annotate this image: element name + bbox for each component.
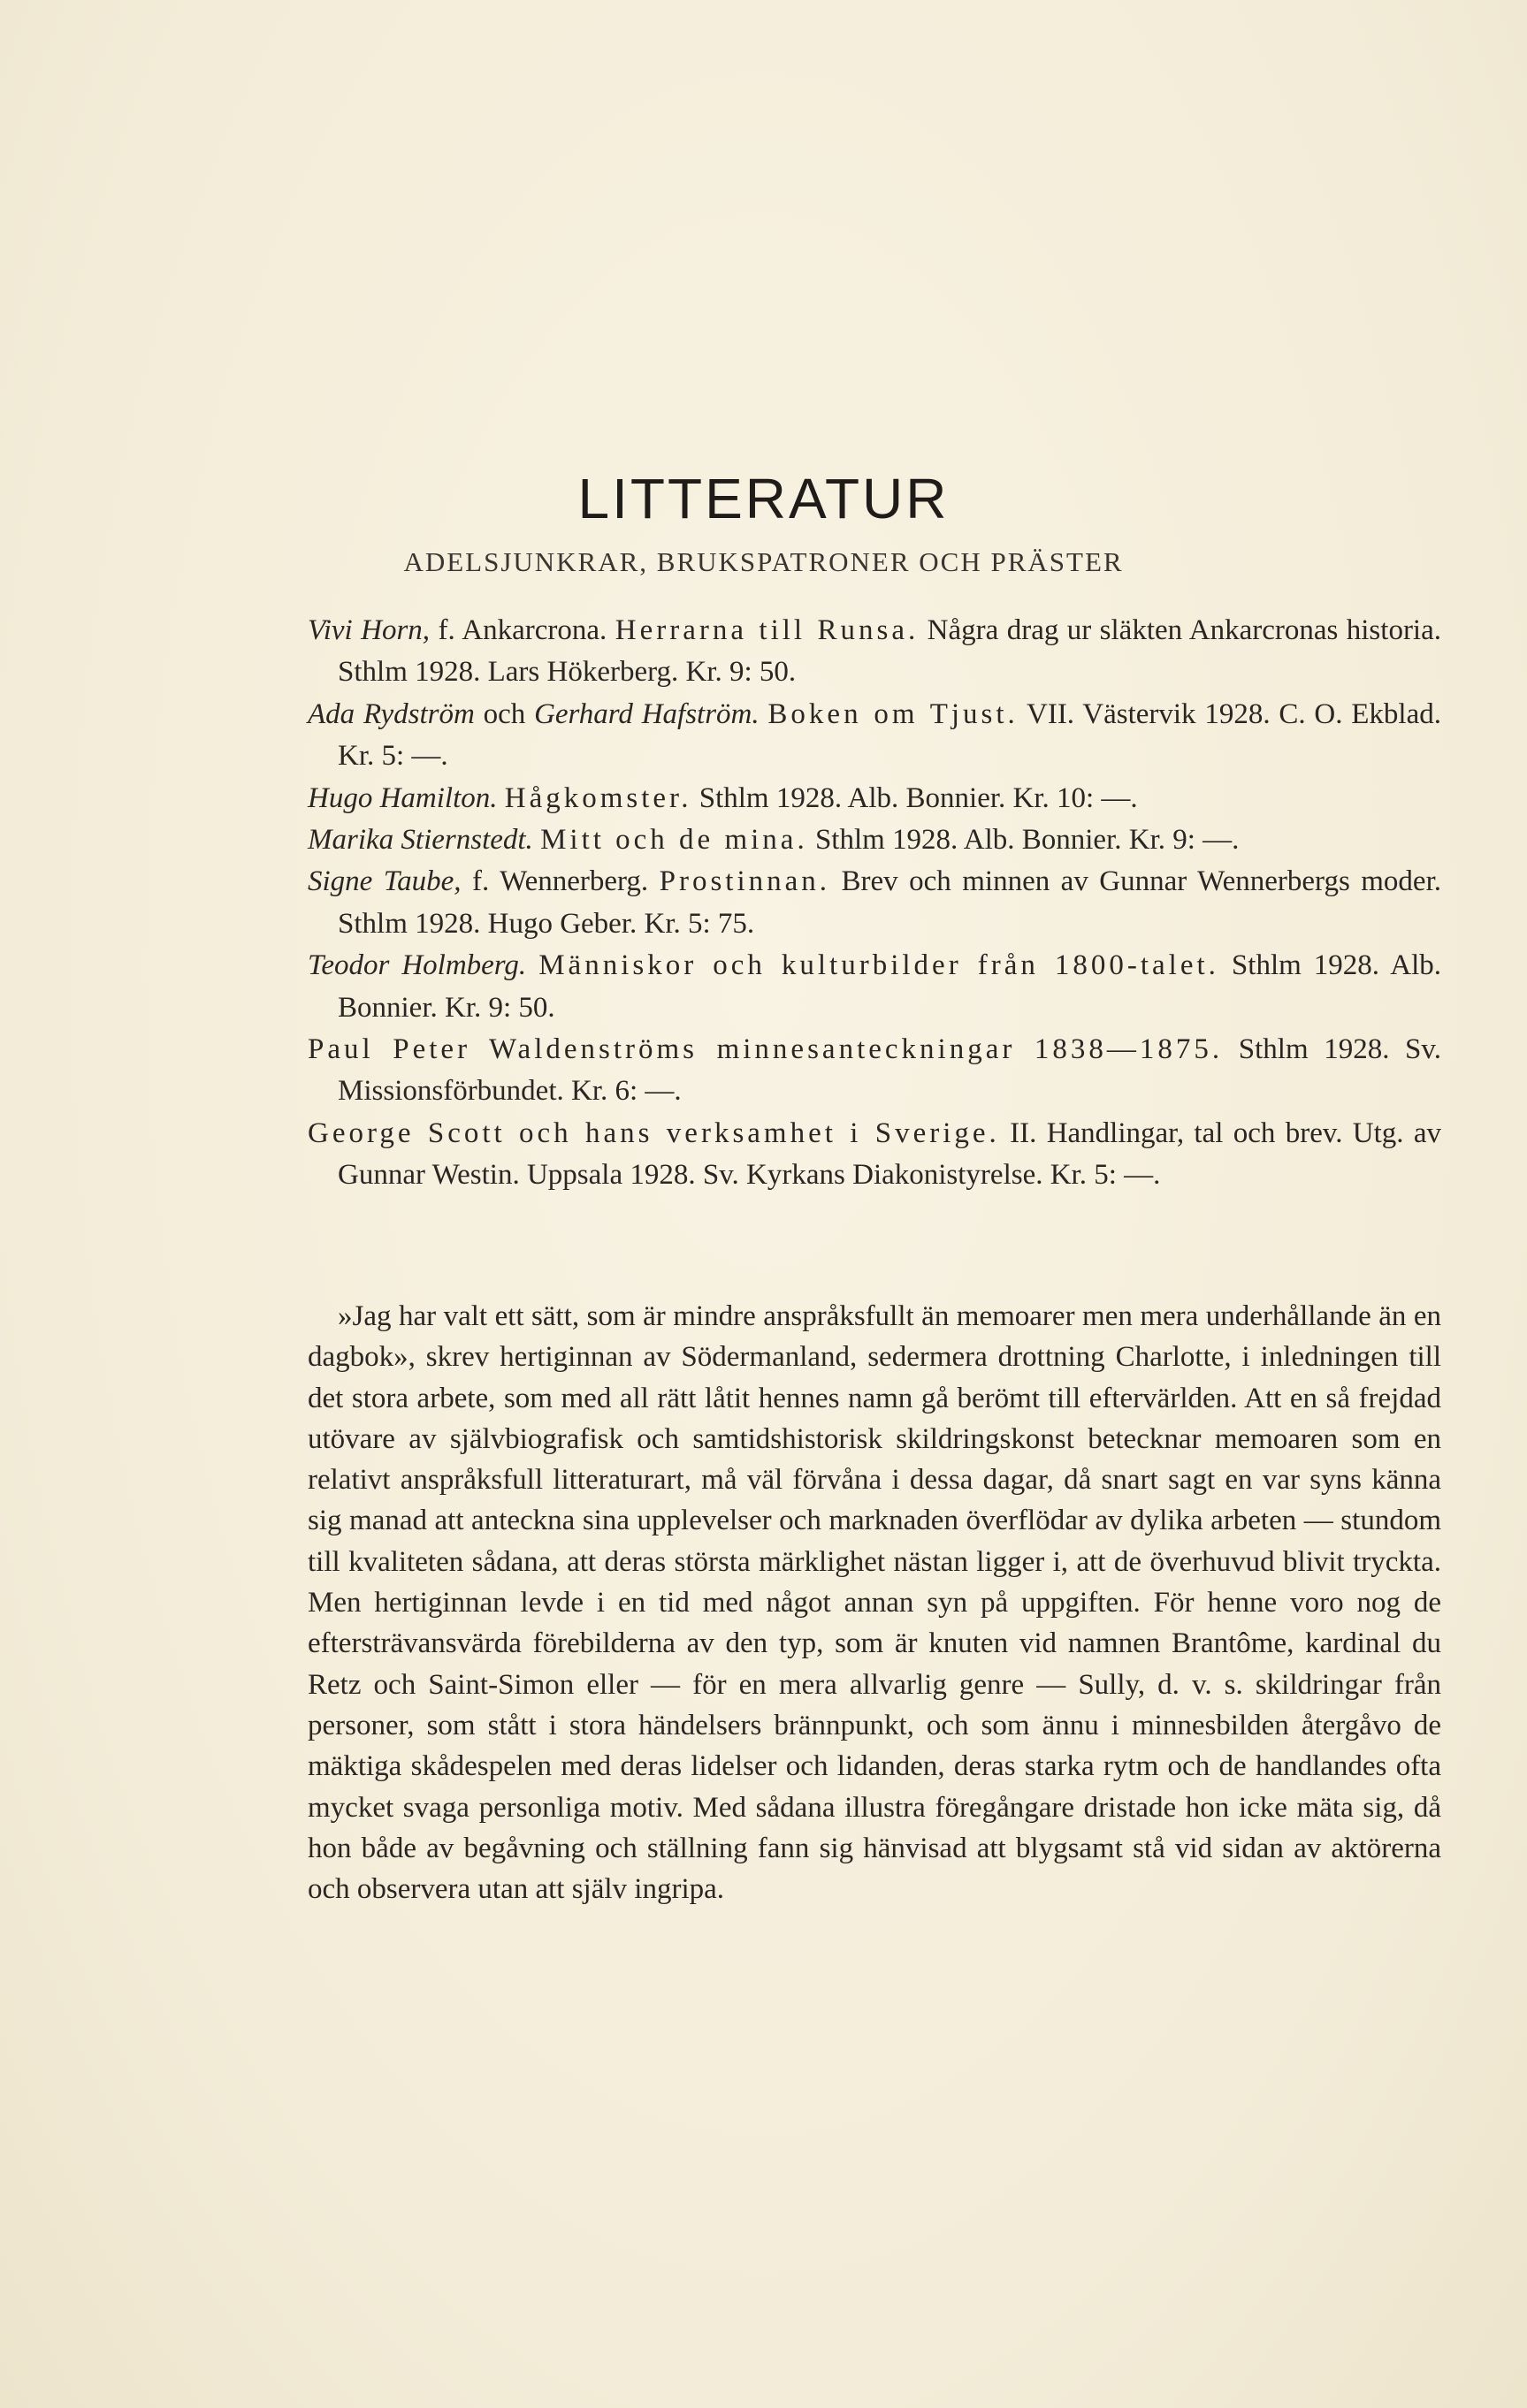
- bibliography-entry: [308, 778, 1441, 819]
- entry-author: Vivi Horn,: [308, 614, 431, 646]
- body-paragraph: »Jag har valt ett sätt, som är mindre anspråksfullt än memoarer men mera underhållande än en dagbok», skrev hertiginnan av Södermanland, sedermera drottning Charlotte, i inledningen till det stora arbete, som med all rätt låtit hennes namn gå berömt till eftervärlden. Att en så frejdad utövare av självbiografisk och samtidshistorisk skildringskonst betecknar memoaren som en relativt anspråksfull litteraturart, må väl förvåna i dessa dagar, då snart sagt en var syns känna sig manad att anteckna sina upplevelser och marknaden överflödar av dylika arbeten — stundom till kvaliteten sådana, att deras största märklighet nästan ligger i, att de överhuvud blivit tryckta. Men hertiginnan levde i en tid med något annan syn på uppgiften. För henne voro nog de eftersträvansvärda förebilderna av den typ, som är knuten vid namnen Brantôme, kardinal du Retz och Saint-Simon eller — för en mera allvarlig genre — Sully, d. v. s. skildringar från personer, som stått i stora händelsers brännpunkt, och som ännu i minnesbilden återgåvo de mäktiga skådespelen med deras lidelser och lidanden, deras starka rytm och de handlandes ofta mycket svaga personliga motiv. Med sådana illustra föregångare dristade hon icke mäta sig, då hon både av begåvning och ställning fann sig hänvisad att blygsamt stå vid sidan av aktörerna och observera utan att själv ingripa.: [308, 1300, 1441, 1906]
- entry-author: Hugo Hamilton.: [308, 781, 498, 814]
- entry-title: Paul Peter Waldenströms minnesanteckningar 1838—1875.: [308, 1033, 1224, 1066]
- entry-details: VII. Västervik 1928. C. O. Ekblad. Kr. 5: —.: [338, 697, 1441, 773]
- entry-title: Herrarna till Runsa.: [615, 614, 920, 646]
- entry-title: Hågkomster.: [504, 781, 692, 814]
- bibliography-entry: [308, 694, 1441, 778]
- bibliography-entry: [308, 610, 1441, 694]
- entry-author: Ada Rydström: [308, 697, 475, 730]
- entry-author-2: Gerhard Hafström.: [534, 697, 760, 730]
- bibliography-entry: [308, 1113, 1441, 1197]
- bibliography-entry: [308, 945, 1441, 1029]
- entry-details: Sthlm 1928. Alb. Bonnier. Kr. 10: —.: [691, 781, 1138, 814]
- entry-title: Prostinnan.: [659, 865, 831, 898]
- entry-note: f. Ankarcrona.: [430, 614, 607, 646]
- entry-author: Signe Taube,: [308, 865, 462, 898]
- entry-details: Sthlm 1928. Alb. Bonnier. Kr. 9: —.: [807, 824, 1240, 857]
- section-heading: ADELSJUNKRAR, BRUKSPATRONER OCH PRÄSTER: [403, 546, 1124, 577]
- bibliography-entry: [308, 819, 1441, 861]
- bibliography-list: [308, 610, 1441, 1197]
- entry-title: Människor och kulturbilder från 1800-talet.: [538, 949, 1219, 982]
- entry-details: Sthlm 1928. Sv. Missionsförbundet. Kr. 6: —.: [338, 1033, 1441, 1108]
- entry-title: Boken om Tjust.: [767, 697, 1019, 730]
- entry-details: Sthlm 1928. Alb. Bonnier. Kr. 9: 50.: [338, 949, 1442, 1024]
- entry-title: George Scott och hans verksamhet i Sverige.: [308, 1116, 1000, 1149]
- entry-title: Mitt och de mina.: [540, 824, 808, 857]
- bibliography-entry: [308, 1029, 1441, 1113]
- entry-details: Några drag ur släkten Ankarcronas historia. Sthlm 1928. Lars Hökerberg. Kr. 9: 50.: [338, 614, 1441, 689]
- entry-details: Brev och minnen av Gunnar Wennerbergs moder. Sthlm 1928. Hugo Geber. Kr. 5: 75.: [338, 865, 1441, 940]
- entry-note: f. Wennerberg.: [461, 865, 649, 898]
- entry-author: Marika Stiernstedt.: [308, 824, 533, 857]
- entry-details: II. Handlingar, tal och brev. Utg. av Gunnar Westin. Uppsala 1928. Sv. Kyrkans Diakonistyrelse. Kr. 5: —.: [338, 1116, 1441, 1192]
- page-title: LITTERATUR: [577, 466, 950, 530]
- entry-note: och: [474, 697, 535, 730]
- entry-author: Teodor Holmberg.: [308, 949, 527, 982]
- bibliography-entry: [308, 861, 1441, 945]
